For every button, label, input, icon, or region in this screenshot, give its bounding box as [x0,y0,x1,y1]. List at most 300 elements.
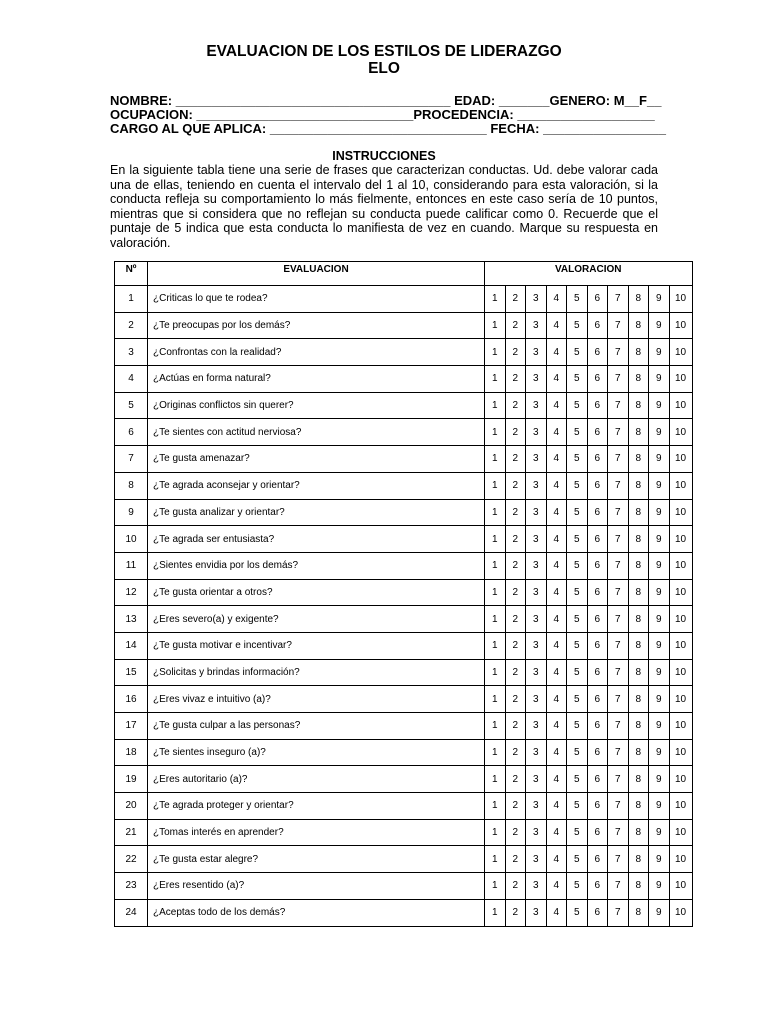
rating-option-10[interactable]: 10 [669,312,692,339]
rating-option-8[interactable]: 8 [628,659,649,686]
rating-option-8[interactable]: 8 [628,339,649,366]
rating-option-10[interactable]: 10 [669,819,692,846]
rating-option-4[interactable]: 4 [546,819,567,846]
rating-option-8[interactable]: 8 [628,686,649,713]
rating-option-3[interactable]: 3 [526,499,547,526]
rating-option-6[interactable]: 6 [587,739,608,766]
rating-option-3[interactable]: 3 [526,713,547,740]
rating-option-5[interactable]: 5 [567,686,588,713]
rating-option-7[interactable]: 7 [608,766,629,793]
rating-option-7[interactable]: 7 [608,899,629,926]
rating-option-6[interactable]: 6 [587,659,608,686]
item-question: ¿Originas conflictos sin querer? [148,392,485,419]
rating-option-3[interactable]: 3 [526,286,547,313]
item-number: 13 [115,606,148,633]
table-row [115,579,693,606]
rating-option-9[interactable]: 9 [649,713,670,740]
rating-option-9[interactable]: 9 [649,526,670,553]
rating-option-4[interactable]: 4 [546,286,567,313]
rating-option-8[interactable]: 8 [628,419,649,446]
rating-option-2[interactable]: 2 [505,819,526,846]
item-number: 24 [115,899,148,926]
item-number: 7 [115,446,148,473]
rating-option-5[interactable]: 5 [567,472,588,499]
rating-option-7[interactable]: 7 [608,366,629,393]
rating-option-8[interactable]: 8 [628,472,649,499]
rating-option-6[interactable]: 6 [587,446,608,473]
rating-option-1[interactable]: 1 [485,606,506,633]
rating-option-8[interactable]: 8 [628,446,649,473]
rating-option-3[interactable]: 3 [526,766,547,793]
rating-option-5[interactable]: 5 [567,579,588,606]
rating-option-2[interactable]: 2 [505,446,526,473]
rating-option-4[interactable]: 4 [546,579,567,606]
rating-option-5[interactable]: 5 [567,819,588,846]
rating-option-1[interactable]: 1 [485,339,506,366]
header-line-occupation-origin[interactable]: OCUPACION: ______________________________PROCEDENCIA: ___________________ [110,107,655,122]
rating-option-7[interactable]: 7 [608,873,629,900]
rating-option-9[interactable]: 9 [649,819,670,846]
rating-option-9[interactable]: 9 [649,419,670,446]
rating-option-3[interactable]: 3 [526,312,547,339]
rating-option-9[interactable]: 9 [649,446,670,473]
rating-option-9[interactable]: 9 [649,793,670,820]
rating-option-7[interactable]: 7 [608,446,629,473]
rating-option-6[interactable]: 6 [587,632,608,659]
rating-option-6[interactable]: 6 [587,793,608,820]
item-number: 3 [115,339,148,366]
rating-option-4[interactable]: 4 [546,793,567,820]
rating-option-7[interactable]: 7 [608,499,629,526]
rating-option-10[interactable]: 10 [669,606,692,633]
rating-option-2[interactable]: 2 [505,419,526,446]
rating-option-7[interactable]: 7 [608,819,629,846]
rating-option-7[interactable]: 7 [608,686,629,713]
rating-option-8[interactable]: 8 [628,526,649,553]
rating-option-6[interactable]: 6 [587,579,608,606]
item-number: 6 [115,419,148,446]
rating-option-7[interactable]: 7 [608,659,629,686]
rating-option-3[interactable]: 3 [526,686,547,713]
rating-option-4[interactable]: 4 [546,739,567,766]
rating-option-1[interactable]: 1 [485,659,506,686]
rating-option-10[interactable]: 10 [669,686,692,713]
rating-option-5[interactable]: 5 [567,446,588,473]
rating-option-7[interactable]: 7 [608,339,629,366]
rating-option-1[interactable]: 1 [485,286,506,313]
rating-option-8[interactable]: 8 [628,793,649,820]
rating-option-1[interactable]: 1 [485,499,506,526]
rating-option-6[interactable]: 6 [587,392,608,419]
rating-option-8[interactable]: 8 [628,846,649,873]
rating-option-8[interactable]: 8 [628,499,649,526]
rating-option-10[interactable]: 10 [669,713,692,740]
rating-option-3[interactable]: 3 [526,873,547,900]
rating-option-6[interactable]: 6 [587,713,608,740]
rating-option-7[interactable]: 7 [608,526,629,553]
rating-option-2[interactable]: 2 [505,632,526,659]
item-number: 2 [115,312,148,339]
rating-option-1[interactable]: 1 [485,899,506,926]
rating-option-10[interactable]: 10 [669,632,692,659]
rating-option-5[interactable]: 5 [567,499,588,526]
table-row [115,286,693,313]
rating-option-1[interactable]: 1 [485,472,506,499]
rating-option-9[interactable]: 9 [649,846,670,873]
column-header-number: Nº [115,262,148,286]
rating-option-7[interactable]: 7 [608,739,629,766]
rating-option-3[interactable]: 3 [526,739,547,766]
rating-option-7[interactable]: 7 [608,472,629,499]
rating-option-8[interactable]: 8 [628,552,649,579]
item-question: ¿Te sientes con actitud nerviosa? [148,419,485,446]
item-question: ¿Te gusta amenazar? [148,446,485,473]
table-row [115,526,693,553]
rating-option-10[interactable]: 10 [669,552,692,579]
item-question: ¿Eres severo(a) y exigente? [148,606,485,633]
rating-option-4[interactable]: 4 [546,446,567,473]
rating-option-9[interactable]: 9 [649,392,670,419]
rating-option-5[interactable]: 5 [567,312,588,339]
rating-option-8[interactable]: 8 [628,739,649,766]
item-question: ¿Te gusta estar alegre? [148,846,485,873]
rating-option-1[interactable]: 1 [485,686,506,713]
item-question: ¿Aceptas todo de los demás? [148,899,485,926]
rating-option-5[interactable]: 5 [567,419,588,446]
rating-option-5[interactable]: 5 [567,392,588,419]
instructions-title: INSTRUCCIONES [332,149,436,163]
rating-option-2[interactable]: 2 [505,713,526,740]
rating-option-9[interactable]: 9 [649,552,670,579]
item-question: ¿Sientes envidia por los demás? [148,552,485,579]
item-question: ¿Tomas interés en aprender? [148,819,485,846]
rating-option-8[interactable]: 8 [628,632,649,659]
rating-option-6[interactable]: 6 [587,312,608,339]
item-question: ¿Te agrada proteger y orientar? [148,793,485,820]
table-row [115,873,693,900]
rating-option-2[interactable]: 2 [505,873,526,900]
item-question: ¿Te gusta orientar a otros? [148,579,485,606]
rating-option-7[interactable]: 7 [608,579,629,606]
rating-option-1[interactable]: 1 [485,713,506,740]
item-number: 23 [115,873,148,900]
rating-option-6[interactable]: 6 [587,766,608,793]
item-question: ¿Te sientes inseguro (a)? [148,739,485,766]
rating-option-6[interactable]: 6 [587,472,608,499]
rating-option-10[interactable]: 10 [669,579,692,606]
item-question: ¿Eres autoritario (a)? [148,766,485,793]
item-number: 9 [115,499,148,526]
table-row [115,499,693,526]
table-row [115,793,693,820]
rating-option-9[interactable]: 9 [649,312,670,339]
rating-option-8[interactable]: 8 [628,286,649,313]
rating-option-5[interactable]: 5 [567,899,588,926]
rating-option-9[interactable]: 9 [649,499,670,526]
rating-option-1[interactable]: 1 [485,526,506,553]
item-number: 11 [115,552,148,579]
item-question: ¿Te gusta motivar e incentivar? [148,632,485,659]
rating-option-6[interactable]: 6 [587,366,608,393]
rating-option-4[interactable]: 4 [546,606,567,633]
rating-option-10[interactable]: 10 [669,339,692,366]
rating-option-6[interactable]: 6 [587,419,608,446]
rating-option-2[interactable]: 2 [505,552,526,579]
table-row [115,632,693,659]
rating-option-8[interactable]: 8 [628,899,649,926]
rating-option-3[interactable]: 3 [526,419,547,446]
rating-option-8[interactable]: 8 [628,819,649,846]
column-header-evaluation: EVALUACION [148,262,485,286]
rating-option-6[interactable]: 6 [587,499,608,526]
item-question: ¿Eres vivaz e intuitivo (a)? [148,686,485,713]
table-row [115,446,693,473]
rating-option-3[interactable]: 3 [526,472,547,499]
rating-option-4[interactable]: 4 [546,339,567,366]
rating-option-10[interactable]: 10 [669,659,692,686]
rating-option-8[interactable]: 8 [628,606,649,633]
rating-option-10[interactable]: 10 [669,446,692,473]
item-question: ¿Te agrada ser entusiasta? [148,526,485,553]
rating-option-2[interactable]: 2 [505,606,526,633]
rating-option-4[interactable]: 4 [546,392,567,419]
rating-option-3[interactable]: 3 [526,579,547,606]
rating-option-1[interactable]: 1 [485,819,506,846]
rating-option-6[interactable]: 6 [587,606,608,633]
rating-option-1[interactable]: 1 [485,392,506,419]
rating-option-6[interactable]: 6 [587,526,608,553]
rating-option-2[interactable]: 2 [505,286,526,313]
rating-option-3[interactable]: 3 [526,606,547,633]
rating-option-4[interactable]: 4 [546,632,567,659]
item-question: ¿Te gusta analizar y orientar? [148,499,485,526]
item-question: ¿Confrontas con la realidad? [148,339,485,366]
table-row [115,686,693,713]
rating-option-10[interactable]: 10 [669,472,692,499]
rating-option-1[interactable]: 1 [485,552,506,579]
rating-option-3[interactable]: 3 [526,392,547,419]
rating-option-2[interactable]: 2 [505,793,526,820]
rating-option-10[interactable]: 10 [669,873,692,900]
rating-option-9[interactable]: 9 [649,659,670,686]
rating-option-9[interactable]: 9 [649,632,670,659]
header-line-position-date[interactable]: CARGO AL QUE APLICA: ______________________________ FECHA: _________________ [110,121,666,136]
rating-option-10[interactable]: 10 [669,793,692,820]
rating-option-2[interactable]: 2 [505,526,526,553]
rating-option-2[interactable]: 2 [505,392,526,419]
rating-option-6[interactable]: 6 [587,686,608,713]
item-question: ¿Solicitas y brindas información? [148,659,485,686]
rating-option-7[interactable]: 7 [608,632,629,659]
rating-option-2[interactable]: 2 [505,766,526,793]
rating-option-6[interactable]: 6 [587,819,608,846]
item-number: 17 [115,713,148,740]
rating-option-9[interactable]: 9 [649,339,670,366]
item-question: ¿Eres resentido (a)? [148,873,485,900]
table-row [115,419,693,446]
rating-option-9[interactable]: 9 [649,686,670,713]
rating-option-3[interactable]: 3 [526,446,547,473]
rating-option-9[interactable]: 9 [649,766,670,793]
rating-option-1[interactable]: 1 [485,793,506,820]
rating-option-1[interactable]: 1 [485,739,506,766]
rating-option-10[interactable]: 10 [669,366,692,393]
rating-option-5[interactable]: 5 [567,552,588,579]
rating-option-6[interactable]: 6 [587,846,608,873]
rating-option-2[interactable]: 2 [505,312,526,339]
rating-option-7[interactable]: 7 [608,552,629,579]
rating-option-4[interactable]: 4 [546,659,567,686]
table-row [115,472,693,499]
rating-option-3[interactable]: 3 [526,339,547,366]
rating-option-5[interactable]: 5 [567,766,588,793]
rating-option-8[interactable]: 8 [628,392,649,419]
rating-option-5[interactable]: 5 [567,659,588,686]
rating-option-8[interactable]: 8 [628,579,649,606]
rating-option-10[interactable]: 10 [669,286,692,313]
rating-option-9[interactable]: 9 [649,472,670,499]
rating-option-1[interactable]: 1 [485,446,506,473]
rating-option-2[interactable]: 2 [505,499,526,526]
rating-option-4[interactable]: 4 [546,713,567,740]
item-question: ¿Te preocupas por los demás? [148,312,485,339]
rating-option-9[interactable]: 9 [649,579,670,606]
rating-option-2[interactable]: 2 [505,899,526,926]
rating-option-9[interactable]: 9 [649,606,670,633]
rating-option-10[interactable]: 10 [669,419,692,446]
rating-option-6[interactable]: 6 [587,286,608,313]
rating-option-6[interactable]: 6 [587,552,608,579]
rating-option-5[interactable]: 5 [567,526,588,553]
item-number: 14 [115,632,148,659]
rating-option-9[interactable]: 9 [649,739,670,766]
rating-option-5[interactable]: 5 [567,632,588,659]
rating-option-2[interactable]: 2 [505,846,526,873]
item-number: 21 [115,819,148,846]
rating-option-10[interactable]: 10 [669,499,692,526]
rating-option-7[interactable]: 7 [608,713,629,740]
rating-option-7[interactable]: 7 [608,312,629,339]
rating-option-4[interactable]: 4 [546,472,567,499]
rating-option-4[interactable]: 4 [546,899,567,926]
rating-option-1[interactable]: 1 [485,632,506,659]
item-number: 8 [115,472,148,499]
rating-option-7[interactable]: 7 [608,286,629,313]
item-number: 15 [115,659,148,686]
rating-option-4[interactable]: 4 [546,686,567,713]
rating-option-2[interactable]: 2 [505,579,526,606]
rating-option-8[interactable]: 8 [628,366,649,393]
rating-option-1[interactable]: 1 [485,366,506,393]
rating-option-8[interactable]: 8 [628,766,649,793]
rating-option-3[interactable]: 3 [526,552,547,579]
rating-option-2[interactable]: 2 [505,472,526,499]
rating-option-4[interactable]: 4 [546,873,567,900]
rating-option-10[interactable]: 10 [669,392,692,419]
rating-option-10[interactable]: 10 [669,899,692,926]
table-row [115,552,693,579]
item-number: 22 [115,846,148,873]
rating-option-2[interactable]: 2 [505,366,526,393]
rating-option-3[interactable]: 3 [526,793,547,820]
rating-option-6[interactable]: 6 [587,339,608,366]
rating-option-5[interactable]: 5 [567,286,588,313]
rating-option-3[interactable]: 3 [526,819,547,846]
rating-option-8[interactable]: 8 [628,312,649,339]
rating-option-4[interactable]: 4 [546,419,567,446]
column-header-valoration: VALORACION [485,262,693,286]
rating-option-6[interactable]: 6 [587,899,608,926]
rating-option-7[interactable]: 7 [608,793,629,820]
rating-option-6[interactable]: 6 [587,873,608,900]
rating-option-7[interactable]: 7 [608,606,629,633]
rating-option-5[interactable]: 5 [567,606,588,633]
rating-option-7[interactable]: 7 [608,392,629,419]
rating-option-1[interactable]: 1 [485,419,506,446]
rating-option-4[interactable]: 4 [546,499,567,526]
rating-option-3[interactable]: 3 [526,846,547,873]
rating-option-9[interactable]: 9 [649,366,670,393]
rating-option-7[interactable]: 7 [608,419,629,446]
rating-option-1[interactable]: 1 [485,873,506,900]
rating-option-3[interactable]: 3 [526,632,547,659]
rating-option-7[interactable]: 7 [608,846,629,873]
rating-option-9[interactable]: 9 [649,899,670,926]
rating-option-1[interactable]: 1 [485,846,506,873]
rating-option-9[interactable]: 9 [649,286,670,313]
table-row [115,846,693,873]
table-row [115,819,693,846]
header-line-name-age-gender[interactable]: NOMBRE: ______________________________________ EDAD: _______GENERO: M__F__ [110,93,662,108]
rating-option-1[interactable]: 1 [485,579,506,606]
rating-option-4[interactable]: 4 [546,526,567,553]
rating-option-10[interactable]: 10 [669,846,692,873]
rating-option-5[interactable]: 5 [567,366,588,393]
rating-option-5[interactable]: 5 [567,846,588,873]
rating-option-2[interactable]: 2 [505,339,526,366]
rating-option-2[interactable]: 2 [505,739,526,766]
rating-option-2[interactable]: 2 [505,659,526,686]
rating-option-5[interactable]: 5 [567,739,588,766]
rating-option-10[interactable]: 10 [669,526,692,553]
rating-option-10[interactable]: 10 [669,766,692,793]
item-number: 10 [115,526,148,553]
rating-option-5[interactable]: 5 [567,793,588,820]
rating-option-8[interactable]: 8 [628,873,649,900]
rating-option-3[interactable]: 3 [526,899,547,926]
rating-option-1[interactable]: 1 [485,312,506,339]
rating-option-10[interactable]: 10 [669,739,692,766]
rating-option-8[interactable]: 8 [628,713,649,740]
rating-option-9[interactable]: 9 [649,873,670,900]
rating-option-3[interactable]: 3 [526,366,547,393]
rating-option-5[interactable]: 5 [567,873,588,900]
rating-option-4[interactable]: 4 [546,552,567,579]
table-row [115,366,693,393]
rating-option-4[interactable]: 4 [546,312,567,339]
rating-option-3[interactable]: 3 [526,526,547,553]
rating-option-4[interactable]: 4 [546,766,567,793]
rating-option-4[interactable]: 4 [546,366,567,393]
rating-option-5[interactable]: 5 [567,339,588,366]
table-row [115,713,693,740]
item-number: 16 [115,686,148,713]
rating-option-3[interactable]: 3 [526,659,547,686]
rating-option-5[interactable]: 5 [567,713,588,740]
rating-option-2[interactable]: 2 [505,686,526,713]
rating-option-4[interactable]: 4 [546,846,567,873]
rating-option-1[interactable]: 1 [485,766,506,793]
